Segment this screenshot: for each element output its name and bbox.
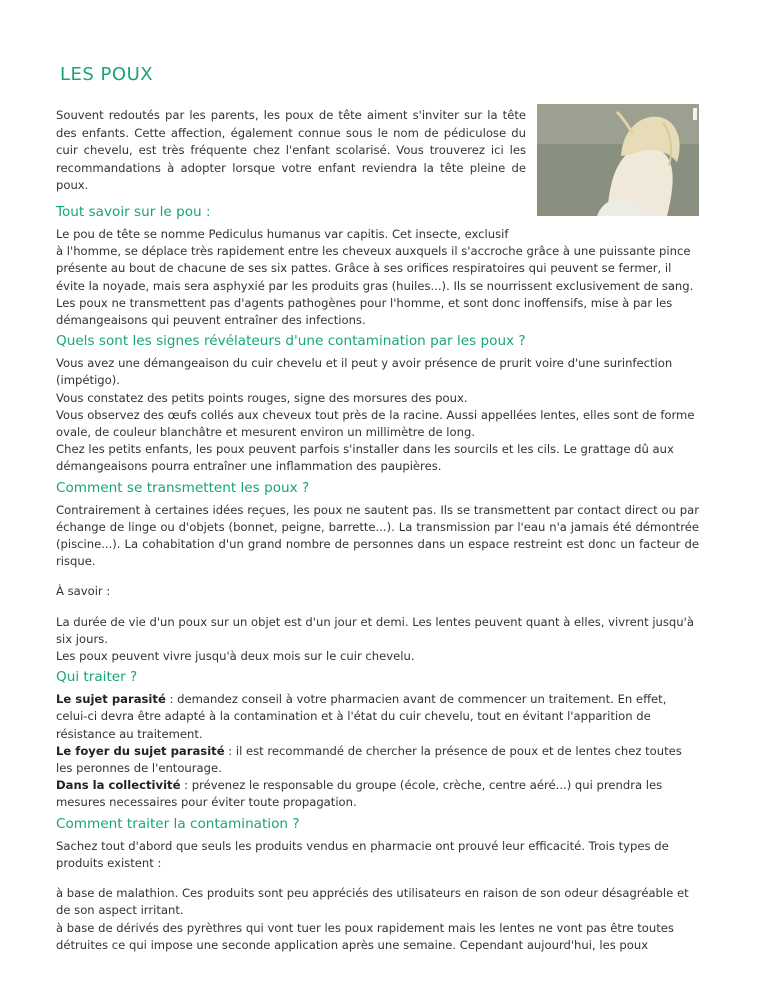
traiter-item-1-text: : demandez conseil à votre pharmacien avant de commencer un traitement. En effet, celui-ci devra être adapté à la contamination et à l'état du cuir chevelu, tout en évitant l'apparition de résistance au traitement. — [56, 692, 667, 741]
signes-line-2: Vous constatez des petits points rouges, signe des morsures des poux. — [56, 390, 468, 405]
comment-line-2: à base de dérivés des pyrèthres qui vont tuer les poux rapidement mais les lentes ne vont pas être toutes détruites ce qui impose une seconde application après une semaine. Cependant aujourd'hui, les poux — [56, 920, 674, 952]
heading-qui-traiter: Qui traiter ? — [56, 669, 138, 686]
transmission-paragraph: Contrairement à certaines idées reçues, les poux ne sautent pas. Ils se transmettent par contact direct ou par échange de linge ou d'objets (bonnet, peigne, barrette...). La transmission par l'eau n'a jamais été démontrée (piscine...). La cohabitation d'un grand nombre de personnes dans un espace restreint est donc un facteur de risque. — [56, 502, 699, 569]
pou-line-3: Les poux ne transmettent pas d'agents pathogènes pour l'homme, et sont donc inoffensifs, mise à par les démangeaisons qui peuvent entraîner des infections. — [56, 295, 673, 328]
article-body — [56, 202, 699, 954]
traiter-item-1-bold: Le sujet parasité — [56, 692, 166, 707]
child-hair-photo — [537, 104, 699, 216]
traiter-item-1 — [56, 691, 699, 743]
heading-transmission: Comment se transmettent les poux ? — [56, 479, 310, 496]
traiter-item-2 — [56, 743, 699, 777]
note-line-2: Les poux peuvent vivre jusqu'à deux mois sur le cuir chevelu. — [56, 649, 415, 664]
pou-line-1: Le pou de tête se nomme Pediculus humanus var capitis. Cet insecte, exclusif — [56, 227, 509, 241]
child-photo-illustration — [537, 104, 699, 216]
signes-line-3: Vous observez des œufs collés aux cheveux tout près de la racine. Aussi appellées lentes, elles sont de forme ovale, de couleur blanchâtre et mesurent environ un millimètre de long. — [56, 407, 695, 440]
pou-line-2: à l'homme, se déplace très rapidement entre les cheveux auxquels il s'accroche grâce à une puissante pince présente au bout de chacune de ses six pattes. Grâce à ses orifices respiratoires qui peuvent se fermer, il évite la noyade, mais sera asphyxié par les produits gras (huiles...). Ils se nourrissent exclusivement de sang. — [56, 244, 694, 293]
note-label: À savoir : — [56, 584, 111, 599]
heading-comment-traiter: Comment traiter la contamination ? — [56, 815, 300, 832]
traiter-item-3 — [56, 777, 699, 811]
traiter-item-3-bold: Dans la collectivité — [56, 778, 181, 793]
comment-line-1: à base de malathion. Ces produits sont peu appréciés des utilisateurs en raison de son odeur désagréable et de son aspect irritant. — [56, 886, 689, 918]
page-title: LES POUX — [60, 64, 154, 85]
traiter-item-2-text: : il est recommandé de chercher la présence de poux et de lentes chez toutes les peronnes de l'entourage. — [56, 743, 682, 776]
signes-line-4: Chez les petits enfants, les poux peuvent parfois s'installer dans les sourcils et les cils. Le grattage dû aux démangeaisons pourra entraîner une inflammation des paupières. — [56, 442, 674, 474]
heading-tout-savoir: Tout savoir sur le pou : — [56, 204, 211, 220]
traiter-item-3-text: : prévenez le responsable du groupe (école, crèche, centre aéré...) qui prendra les mesures necessaires pour éviter toute propagation. — [56, 778, 663, 810]
signes-line-1: Vous avez une démangeaison du cuir chevelu et il peut y avoir présence de prurit voire d'une surinfection (impétigo). — [56, 356, 673, 388]
traiter-item-2-bold: Le foyer du sujet parasité — [56, 743, 225, 758]
intro-paragraph: Souvent redoutés par les parents, les poux de tête aiment s'inviter sur la tête des enfants. Cette affection, également connue sous le nom de pédiculose du cuir chevelu, est très fréquente chez l'enfant scolarisé. Vous trouverez ici les recommandations à adopter lorsque votre enfant reviendra la tête pleine de poux. — [56, 108, 526, 193]
heading-signes: Quels sont les signes révélateurs d'une contamination par les poux ? — [56, 333, 526, 350]
comment-paragraph: Sachez tout d'abord que seuls les produits vendus en pharmacie ont prouvé leur efficacité. Trois types de produits existent : — [56, 838, 669, 870]
note-line-1: La durée de vie d'un poux sur un objet est d'un jour et demi. Les lentes peuvent quant à elles, vivrent jusqu'à six jours. — [56, 614, 694, 646]
